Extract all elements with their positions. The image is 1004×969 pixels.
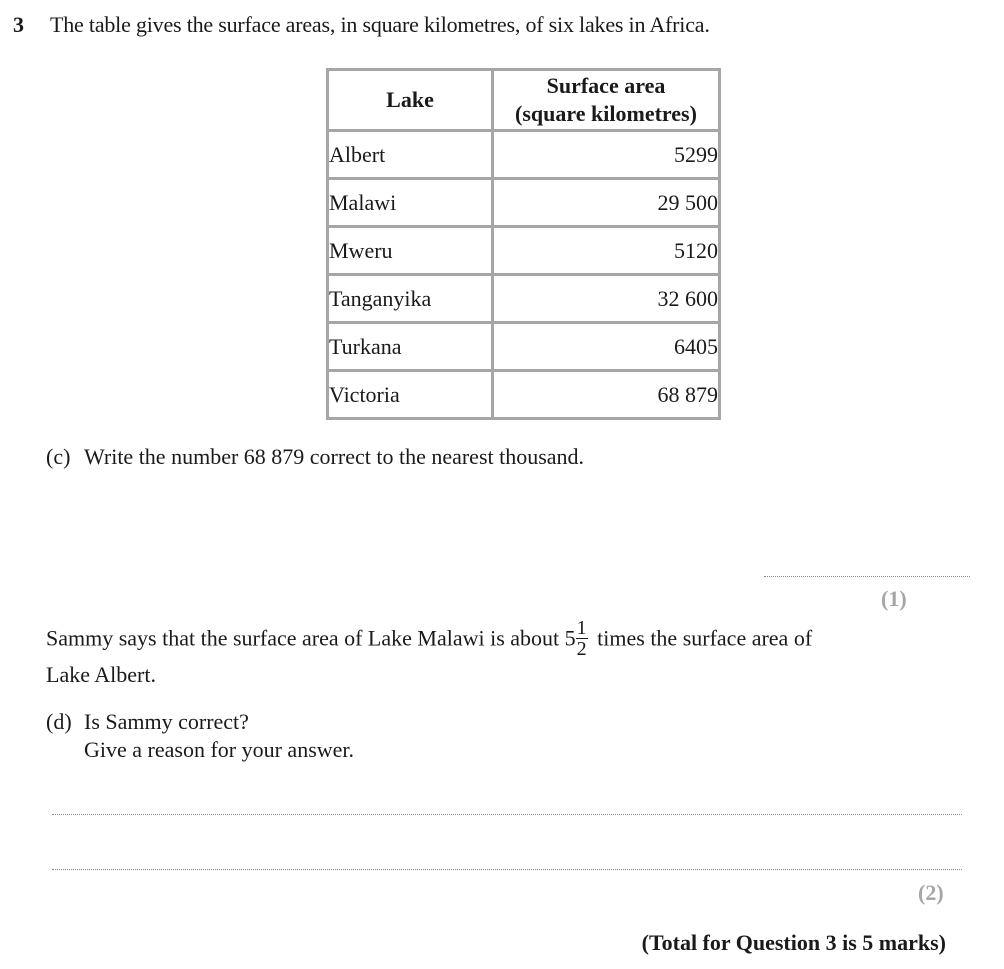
part-c-label: (c): [46, 444, 71, 469]
table-row: [328, 323, 720, 371]
part-c: [46, 444, 584, 470]
marks-c: (1): [881, 586, 907, 611]
lake-name: Albert: [328, 131, 493, 179]
fraction-one-half: [576, 618, 588, 659]
fraction-denominator: 2: [576, 638, 587, 660]
part-d-label: (d): [46, 709, 72, 734]
part-d-instruction: Give a reason for your answer.: [84, 737, 355, 762]
fraction-numerator: 1: [576, 617, 587, 639]
table-row: [328, 275, 720, 323]
table-header-row: [328, 70, 720, 131]
part-d-question: Is Sammy correct?: [84, 709, 249, 734]
lakes-table: [326, 68, 721, 420]
header-surface-area: [493, 70, 720, 131]
table-row: [328, 371, 720, 419]
marks-d: (2): [918, 880, 944, 905]
statement-text-before: Sammy says that the surface area of Lake Malawi is about 5: [46, 625, 576, 651]
statement-text-after: times the surface area of: [597, 625, 813, 651]
table-row: [328, 227, 720, 275]
question-number: 3: [13, 12, 24, 37]
lake-area: 32 600: [493, 275, 720, 323]
question-total: (Total for Question 3 is 5 marks): [641, 930, 946, 955]
sammy-statement: [46, 617, 946, 689]
answer-line-d-1[interactable]: [52, 814, 962, 815]
answer-line-d-2[interactable]: [52, 869, 962, 870]
lake-name: Mweru: [328, 227, 493, 275]
lake-area: 5299: [493, 131, 720, 179]
statement-line2: Lake Albert.: [46, 662, 156, 687]
part-d: [46, 708, 354, 764]
answer-line-c[interactable]: [764, 576, 970, 577]
lake-area: 68 879: [493, 371, 720, 419]
table-row: [328, 131, 720, 179]
lake-name: Malawi: [328, 179, 493, 227]
lake-area: 6405: [493, 323, 720, 371]
lake-name: Victoria: [328, 371, 493, 419]
lake-name: Tanganyika: [328, 275, 493, 323]
header-lake: Lake: [328, 70, 493, 131]
lake-name: Turkana: [328, 323, 493, 371]
part-c-text: Write the number 68 879 correct to the nearest thousand.: [84, 444, 585, 469]
lake-area: 5120: [493, 227, 720, 275]
table-row: [328, 179, 720, 227]
question-intro: The table gives the surface areas, in square kilometres, of six lakes in Africa.: [50, 12, 710, 37]
header-surface-area-line1: Surface area: [546, 73, 666, 98]
lake-area: 29 500: [493, 179, 720, 227]
header-surface-area-line2: (square kilometres): [515, 101, 697, 126]
